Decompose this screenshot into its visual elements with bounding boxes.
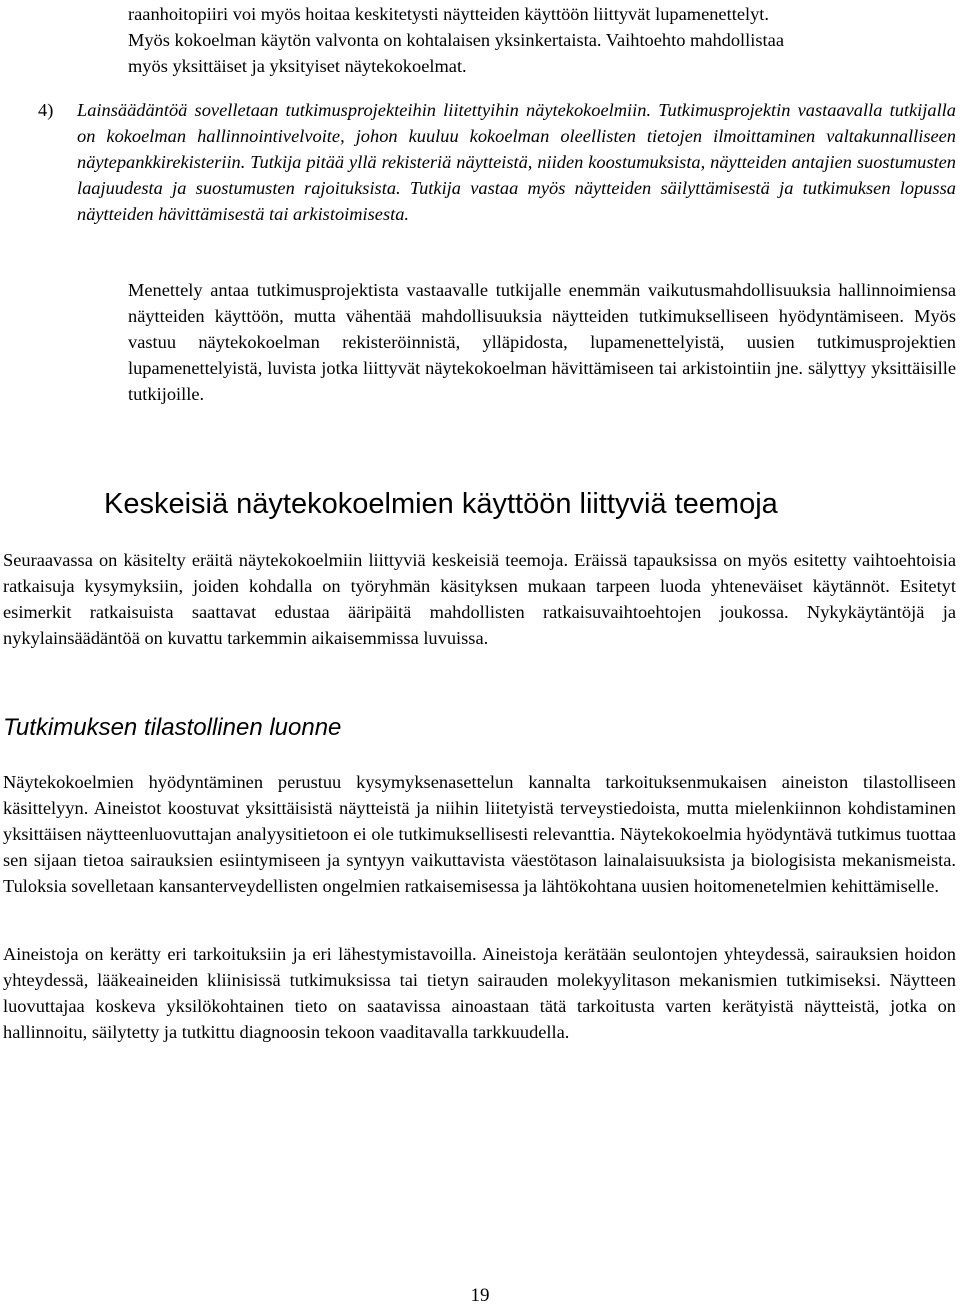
- section-heading: Keskeisiä näytekokoelmien käyttöön liittyviä teemoja: [104, 488, 778, 520]
- top-paragraph: [128, 1, 948, 79]
- subsection-paragraph-1: Näytekokoelmien hyödyntäminen perustuu kysymyksenasettelun kannalta tarkoituksenmukaisen aineiston tilastolliseen käsittelyyn. Aineistot koostuvat yksittäisistä näytteistä ja niihin liitetyistä terveystiedoista, mutta mielenkiinnon kohdistaminen yksittäisen näytteenluovuttajan analyysitietoon ei ole tutkimuksellisesti relevanttia. Näytekokoelmia hyödyntävä tutkimus tuottaa sen sijaan tietoa sairauksien esiintymiseen ja syntyyn vaikuttavista väestötason lainalaisuuksista ja biologisista mekanismeista. Tuloksia sovelletaan kansanterveydellisten ongelmien ratkaisemisessa ja lähtökohtana uusien hoitomenetelmien kehittämiselle.: [3, 772, 956, 896]
- menettely-paragraph: Menettely antaa tutkimusprojektista vastaavalle tutkijalle enemmän vaikutusmahdollisuuksia hallinnoimiensa näytteiden käyttöön, mutta vähentää mahdollisuuksia näytteiden tutkimukselliseen hyödyntämiseen. Myös vastuu näytekokoelman rekisteröinnistä, ylläpidosta, lupamenettelyistä, uusien tutkimusprojektien lupamenettelyistä, luvista jotka liittyvät näytekokoelman hävittämiseen tai arkistointiin jne. sälyttyy yksittäisille tutkijoille.: [128, 280, 956, 404]
- top-paragraph-line-3: myös yksittäiset ja yksityiset näytekokoelmat.: [128, 56, 467, 76]
- list-item-number: 4): [38, 100, 54, 120]
- list-item-body: Tutkimusprojektin vastaavalla tutkijalla on kokoelman hallinnointivelvoite, johon kuuluu kokoelman oleellisten tietojen ilmoittaminen valtakunnalliseen näytepankkirekisteriin. Tutkija pitää yllä rekisteriä näytteistä, niiden koostumuksista, näytteiden antajien suostumusten laajuudesta ja suostumusten rajoituksista. Tutkija vastaa myös näytteiden säilyttämisestä ja tutkimuksen lopussa näytteiden hävittämisestä tai arkistoimisesta.: [77, 100, 956, 224]
- top-paragraph-line-1: raanhoitopiiri voi myös hoitaa keskitetysti näytteiden käyttöön liittyvät lupamenettelyt.: [128, 4, 769, 24]
- subsection-heading: Tutkimuksen tilastollinen luonne: [3, 714, 342, 741]
- top-paragraph-line-2: Myös kokoelman käytön valvonta on kohtalaisen yksinkertaista. Vaihtoehto mahdollistaa: [128, 30, 784, 50]
- section-paragraph: Seuraavassa on käsitelty eräitä näytekokoelmiin liittyviä keskeisiä teemoja. Eräissä tapauksissa on myös esitetty vaihtoehtoisia ratkaisuja kysymyksiin, joiden kohdalla on työryhmän käsityksen mukaan tarpeen luoda yhteneväiset käytännöt. Esitetyt esimerkit ratkaisuista saattavat edustaa ääripäitä mahdollisten ratkaisuvaihtoehtojen joukossa. Nykykäytäntöjä ja nykylainsäädäntöä on kuvattu tarkemmin aikaisemmissa luvuissa.: [3, 550, 956, 648]
- list-item-title: Lainsäädäntöä sovelletaan tutkimusprojekteihin liitettyihin näytekokoelmiin.: [77, 100, 652, 120]
- page-number: 19: [470, 1285, 490, 1306]
- list-item-4: [77, 97, 956, 227]
- subsection-paragraph-2: Aineistoja on kerätty eri tarkoituksiin ja eri lähestymistavoilla. Aineistoja kerätään seulontojen yhteydessä, sairauksien hoidon yhteydessä, lääkeaineiden kliinisissä tutkimuksissa tai tietyn sairauden molekyylitason mekanismien tutkimiseksi. Näytteen luovuttajaa koskeva yksilökohtainen tieto on saatavissa ainoastaan tätä tarkoitusta varten kerätyistä näytteistä, jotka on hallinnoitu, säilytetty ja tutkittu diagnoosin tekoon vaaditavalla tarkkuudella.: [3, 944, 956, 1042]
